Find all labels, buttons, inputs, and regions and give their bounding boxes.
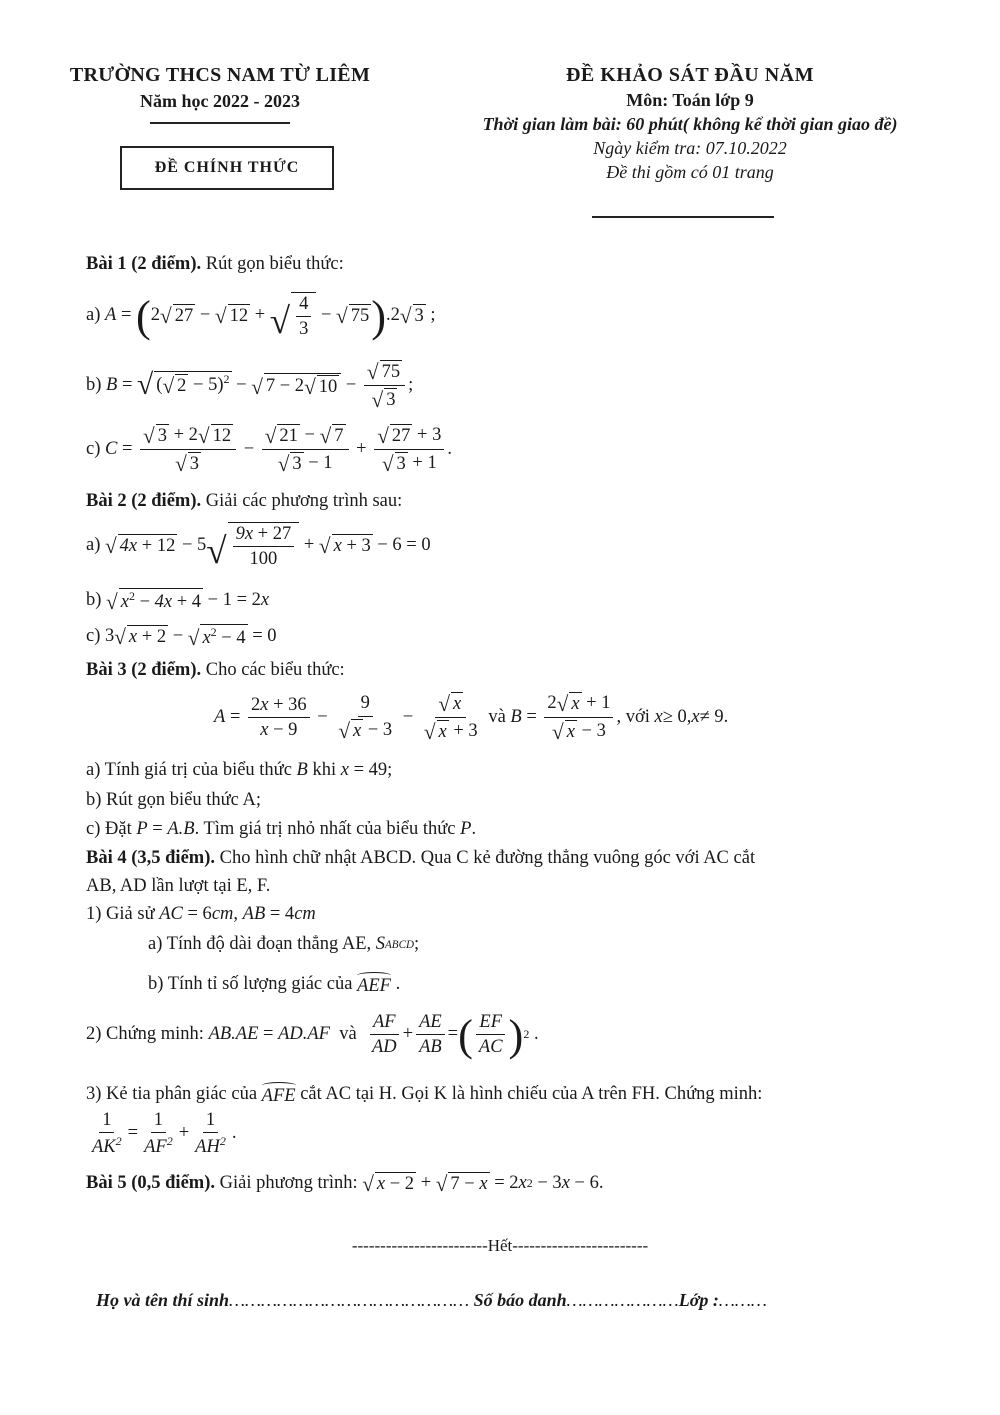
- problem-5: Bài 5 (0,5 điểm). Giải phương trình: √ x − 2 + √ 7 − x = 2 x 2 − 3 x − 6.: [86, 1171, 604, 1196]
- problem-1-text: Rút gọn biểu thức:: [205, 254, 344, 274]
- problem-1c: c) C = √ 3 + 2 √ 12 √ 3 − √ 21 − √ 7 √ 3 − 1 + √ 27 + 3 √ 3 + 1 .: [86, 423, 452, 477]
- school-header: [50, 64, 390, 124]
- problem-4-part1: 1) Giả sử AC = 6 cm , AB = 4 cm: [86, 904, 316, 924]
- exam-title: ĐỀ KHẢO SÁT ĐẦU NĂM: [565, 64, 815, 86]
- problem-5-title: Bài 5 (0,5 điểm).: [86, 1173, 215, 1194]
- problem-4-part2: 2) Chứng minh: AB.AE = AD.AF và $\frac{AF}{AD}$ + $\frac{AE}{AB}$ = ( $\frac{EF}{AC}$ ) 2 .: [86, 1009, 539, 1060]
- problem-3-text: Cho các biểu thức:: [205, 660, 345, 680]
- problem-3c-text-2: . Tìm giá trị nhỏ nhất của biểu thức: [194, 819, 456, 839]
- problem-2-text: Giải các phương trình sau:: [205, 491, 403, 511]
- problem-4-text-2: AB, AD lần lượt tại E, F.: [86, 876, 271, 896]
- official-label: ĐỀ CHÍNH THỨC: [154, 159, 300, 176]
- problem-2-heading: [86, 491, 402, 512]
- problem-2a: a) √ 4x + 12 − 5 √ $\frac{9x + 27}{100}$ + √ x + 3 − 6 = 0: [86, 524, 431, 572]
- problem-1-title: Bài 1 (2 điểm).: [86, 254, 202, 274]
- problem-4-part1b: b) Tính tỉ số lượng giác của AEF .: [148, 974, 401, 996]
- candidate-id-blank: …………………: [566, 1290, 679, 1310]
- problem-4-heading: [86, 848, 755, 869]
- problem-3-and: và: [488, 707, 506, 728]
- candidate-class-label: Lớp :: [678, 1290, 719, 1310]
- problem-3-title: Bài 3 (2 điểm).: [86, 660, 202, 680]
- problem-4-text: Cho hình chữ nhật ABCD. Qua C kẻ đường thẳng vuông góc với AC cắt: [219, 848, 756, 868]
- problem-4-part3: 3) Kẻ tia phân giác của AFE cắt AC tại H. Gọi K là hình chiếu của A trên FH. Chứng minh:: [86, 1084, 763, 1106]
- problem-3-expressions: A = $\frac{2x + 36}{x - 9}$ − 9 √ x − 3 − √ x √ x + 3 và B = 2 √ x + 1 √ x − 3 , với x ≥ 0, x ≠ 9.: [214, 691, 729, 745]
- candidate-class-blank: ………: [718, 1290, 767, 1310]
- problem-1a: a) A = ( 2 √ 27 − √ 12 + √ $\frac{4}{3}$ − √ 75 ) .2 √ 3 ;: [86, 290, 436, 342]
- problem-5-text: Giải phương trình:: [219, 1173, 358, 1194]
- problem-4-text-line2: [86, 876, 270, 897]
- problem-3b-text: b) Rút gọn biểu thức A;: [86, 790, 261, 810]
- end-marker: ------------------------Hết------------------------: [351, 1236, 649, 1255]
- problem-4-part1-text: 1) Giả sử: [86, 904, 155, 924]
- problem-4-part2-text: 2) Chứng minh:: [86, 1024, 204, 1045]
- header-divider-right: [592, 216, 774, 218]
- problem-4-part3-text-2: cắt AC tại H. Gọi K là hình chiếu của A trên FH. Chứng minh:: [300, 1084, 763, 1104]
- problem-2c: c) 3 √ x + 2 − √ $x^2 - 4$ = 0: [86, 625, 277, 651]
- problem-4-title: Bài 4 (3,5 điểm).: [86, 848, 215, 868]
- problem-4-part2-and: và: [339, 1024, 357, 1045]
- candidate-name-label: Họ và tên thí sinh: [96, 1290, 230, 1310]
- school-year: Năm học 2022 - 2023: [140, 91, 300, 111]
- candidate-name-blank: ………………………………………: [229, 1290, 470, 1310]
- problem-2b: b) √ $x^2 - 4x + 4$ − 1 = 2 x: [86, 589, 270, 615]
- problem-3-condition: , với: [616, 707, 650, 728]
- candidate-info-line: [96, 1290, 916, 1311]
- header-divider: [150, 122, 290, 124]
- problem-3a-when: khi: [312, 760, 337, 780]
- problem-3c: c) Đặt P = A.B . Tìm giá trị nhỏ nhất của biểu thức P .: [86, 819, 477, 839]
- problem-4-part3-text-1: 3) Kẻ tia phân giác của: [86, 1084, 258, 1104]
- exam-date: Ngày kiểm tra: 07.10.2022: [593, 138, 787, 158]
- problem-4-part1a: a) Tính độ dài đoạn thẳng AE, S ABCD ;: [148, 934, 420, 954]
- problem-3b: [86, 790, 261, 811]
- problem-3-heading: [86, 660, 345, 681]
- candidate-id-label: Số báo danh: [473, 1290, 567, 1310]
- school-name: TRƯỜNG THCS NAM TỪ LIÊM: [69, 64, 371, 86]
- problem-3a-text: a) Tính giá trị của biểu thức: [86, 760, 292, 780]
- problem-4-part3-formula: $\frac{1}{AK^2}$ = $\frac{1}{AF^2}$ + $\frac{1}{AH^2}$ .: [92, 1110, 237, 1158]
- problem-3a: a) Tính giá trị của biểu thức B khi x = 49;: [86, 760, 393, 780]
- exam-pages: Đề thi gồm có 01 trang: [606, 162, 774, 182]
- problem-1b: b) B = √ ( √ 2 − 5)$^2$ − √ 7 − 2 √ 10 − √ 75 √ 3 ;: [86, 359, 414, 413]
- exam-duration: Thời gian làm bài: 60 phút( không kể thời gian giao đề): [482, 114, 898, 134]
- exam-subject: Môn: Toán lớp 9: [626, 90, 754, 110]
- exam-header: [420, 64, 960, 183]
- official-stamp-box: [120, 146, 334, 190]
- problem-4-part1a-text: a) Tính độ dài đoạn thẳng AE,: [148, 934, 372, 954]
- problem-1-heading: [86, 254, 344, 275]
- problem-2-title: Bài 2 (2 điểm).: [86, 491, 202, 511]
- problem-4-part1b-text: b) Tính tỉ số lượng giác của: [148, 974, 353, 994]
- problem-3c-text-1: c) Đặt: [86, 819, 132, 839]
